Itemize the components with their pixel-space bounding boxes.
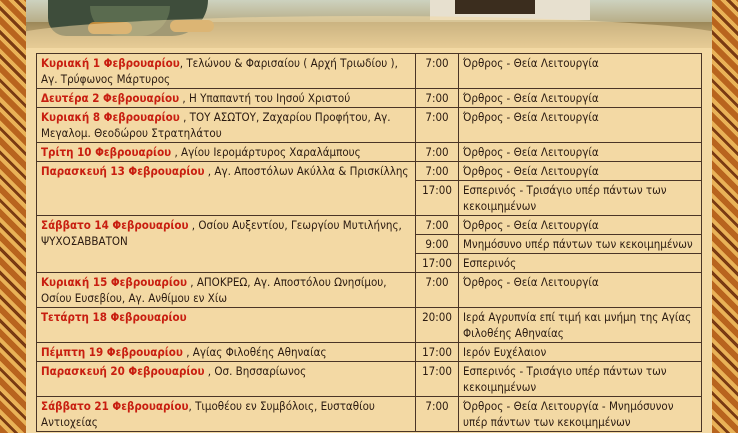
service-time: 7:00 [416, 89, 459, 108]
schedule-row [37, 143, 702, 162]
service-name: Όρθρος - Θεία Λειτουργία [459, 108, 702, 143]
service-name: Ιερόν Ευχέλαιον [459, 343, 702, 362]
service-name: Εσπερινός - Τρισάγιο υπέρ πάντων των κεκοιμημένων [459, 362, 702, 397]
day-description: , Τελώνου & Φαρισαίου ( Αρχή Τριωδίου ), Αγ. Τρύφωνος Μάρτυρος [41, 56, 398, 86]
service-time: 17:00 [416, 362, 459, 397]
service-time: 7:00 [416, 273, 459, 308]
day-date: Τρίτη 10 Φεβρουαρίου [41, 145, 172, 159]
schedule-row [37, 308, 702, 343]
day-date: Κυριακή 15 Φεβρουαρίου [41, 275, 187, 289]
day-cell [37, 397, 416, 432]
schedule-row [37, 108, 702, 143]
day-cell [37, 108, 416, 143]
service-time: 7:00 [416, 162, 459, 181]
day-date: Παρασκευή 20 Φεβρουαρίου [41, 364, 205, 378]
day-cell [37, 216, 416, 273]
day-date: Σάββατο 21 Φεβρουαρίου [41, 399, 189, 413]
service-name: Όρθρος - Θεία Λειτουργία - Μνημόσυνον υπέρ πάντων των κεκοιμημένων [459, 397, 702, 432]
day-description: , Αγίου Ιερομάρτυρος Χαραλάμπους [171, 145, 361, 159]
schedule-row [37, 397, 702, 432]
service-time: 17:00 [416, 181, 459, 216]
day-description: , Αγ. Αποστόλων Ακύλλα & Πρισκίλλης [204, 164, 409, 178]
schedule-row [37, 162, 702, 181]
day-date: Κυριακή 8 Φεβρουαρίου [41, 110, 180, 124]
day-description: , ΑΠΟΚΡΕΩ, Αγ. Αποστόλου Ωνησίμου, Οσίου Ευσεβίου, Αγ. Ανθίμου εν Χίω [41, 275, 387, 305]
service-time: 17:00 [416, 343, 459, 362]
service-name: Όρθρος - Θεία Λειτουργία [459, 54, 702, 89]
service-name: Όρθρος - Θεία Λειτουργία [459, 143, 702, 162]
day-description: , Τιμοθέου εν Συμβόλοις, Ευσταθίου Αντιοχείας [41, 399, 375, 429]
service-name: Ιερά Αγρυπνία επί τιμή και μνήμη της Αγίας Φιλοθέης Αθηναίας [459, 308, 702, 343]
service-name: Εσπερινός [459, 254, 702, 273]
day-description: , Αγίας Φιλοθέης Αθηναίας [182, 345, 327, 359]
day-description: , Οσ. Βησσαρίωνος [204, 364, 307, 378]
ornamental-border-right [712, 0, 738, 433]
service-name: Όρθρος - Θεία Λειτουργία [459, 273, 702, 308]
day-date: Δευτέρα 2 Φεβρουαρίου [41, 91, 180, 105]
day-cell [37, 273, 416, 308]
day-cell [37, 362, 416, 397]
day-date: Κυριακή 1 Φεβρουαρίου [41, 56, 180, 70]
service-time: 7:00 [416, 54, 459, 89]
service-time: 7:00 [416, 108, 459, 143]
schedule-row [37, 216, 702, 235]
service-name: Εσπερινός - Τρισάγιο υπέρ πάντων των κεκοιμημένων [459, 181, 702, 216]
day-cell [37, 54, 416, 89]
service-name: Όρθρος - Θεία Λειτουργία [459, 216, 702, 235]
day-date: Τετάρτη 18 Φεβρουαρίου [41, 310, 187, 324]
day-description: , Η Υπαπαντή του Ιησού Χριστού [179, 91, 351, 105]
service-time: 20:00 [416, 308, 459, 343]
service-time: 7:00 [416, 216, 459, 235]
service-name: Όρθρος - Θεία Λειτουργία [459, 89, 702, 108]
service-time: 7:00 [416, 397, 459, 432]
day-description: , ΤΟΥ ΑΣΩΤΟΥ, Ζαχαρίου Προφήτου, Αγ. Μεγαλομ. Θεοδώρου Στρατηλάτου [41, 110, 391, 140]
schedule-table [36, 53, 702, 432]
day-cell [37, 343, 416, 362]
day-cell [37, 162, 416, 216]
day-date: Πέμπτη 19 Φεβρουαρίου [41, 345, 183, 359]
schedule-row [37, 89, 702, 108]
day-cell [37, 89, 416, 108]
schedule-row [37, 362, 702, 397]
service-name: Όρθρος - Θεία Λειτουργία [459, 162, 702, 181]
schedule-row [37, 343, 702, 362]
day-description: , Οσίου Αυξεντίου, Γεωργίου Μυτιλήνης, ΨΥΧΟΣΑΒΒΑΤΟΝ [41, 218, 402, 248]
service-name: Μνημόσυνο υπέρ πάντων των κεκοιμημένων [459, 235, 702, 254]
header-painting [0, 0, 738, 48]
schedule-row [37, 273, 702, 308]
service-time: 7:00 [416, 143, 459, 162]
day-date: Σάββατο 14 Φεβρουαρίου [41, 218, 189, 232]
day-cell [37, 143, 416, 162]
day-date: Παρασκευή 13 Φεβρουαρίου [41, 164, 205, 178]
schedule-row [37, 54, 702, 89]
ornamental-border-left [0, 0, 26, 433]
service-time: 9:00 [416, 235, 459, 254]
day-cell [37, 308, 416, 343]
service-time: 17:00 [416, 254, 459, 273]
